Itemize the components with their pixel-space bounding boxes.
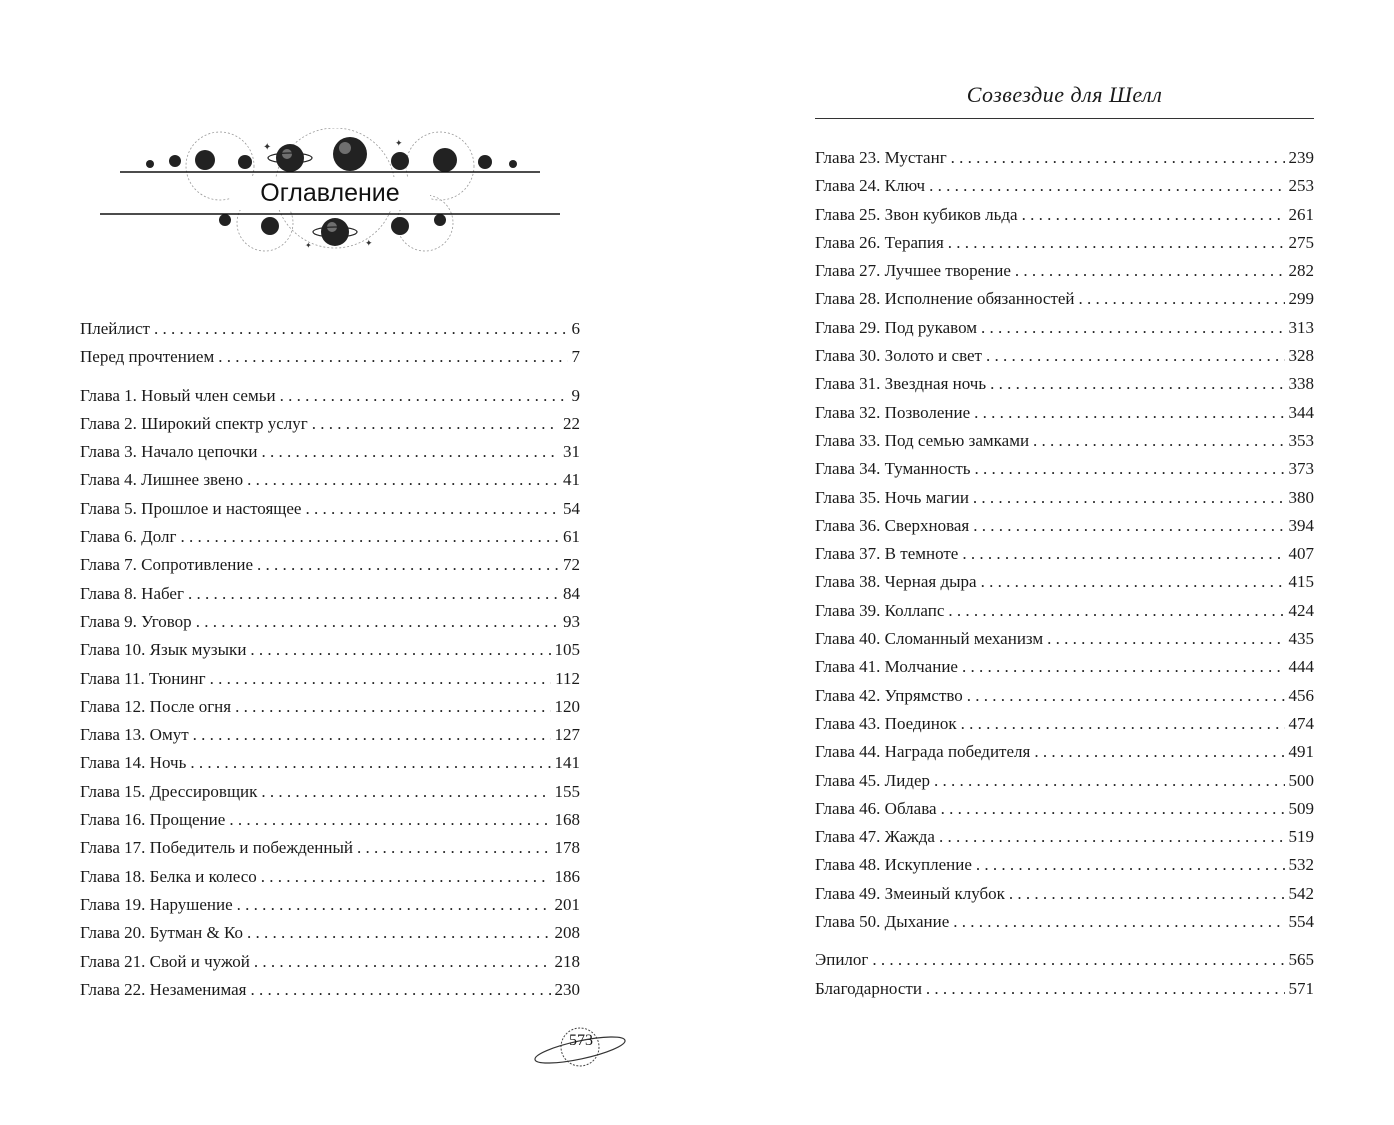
toc-entry: Глава 3. Начало цепочки . . . 31 xyxy=(80,438,580,466)
toc-entry: Глава 6. Долг . . . 61 xyxy=(80,523,580,551)
toc-entry: Глава 30. Золото и свет . . . 328 xyxy=(815,342,1314,370)
toc-entry: Глава 10. Язык музыки . . . 105 xyxy=(80,636,580,664)
toc-entry: Глава 20. Бутман & Ко . . . 208 xyxy=(80,919,580,947)
toc-entry: Глава 29. Под рукавом . . . 313 xyxy=(815,314,1314,342)
toc-entry: Перед прочтением . . . 7 xyxy=(80,343,580,371)
toc-entry: Эпилог . . . 565 xyxy=(815,946,1314,974)
toc-entry: Глава 44. Награда победителя . . . 491 xyxy=(815,738,1314,766)
toc-entry: Глава 15. Дрессировщик . . . 155 xyxy=(80,778,580,806)
toc-entry: Глава 23. Мустанг . . . 239 xyxy=(815,144,1314,172)
toc-entry: Глава 4. Лишнее звено . . . 41 xyxy=(80,466,580,494)
toc-entry: Глава 18. Белка и колесо . . . 186 xyxy=(80,863,580,891)
toc-entry: Глава 7. Сопротивление . . . 72 xyxy=(80,551,580,579)
toc-entry: Глава 35. Ночь магии . . . 380 xyxy=(815,484,1314,512)
running-head: Созвездие для Шелл xyxy=(966,82,1163,107)
toc-entry: Глава 36. Сверхновая . . . 394 xyxy=(815,512,1314,540)
toc-entry: Глава 40. Сломанный механизм . . . 435 xyxy=(815,625,1314,653)
toc-entry: Глава 5. Прошлое и настоящее . . . 54 xyxy=(80,495,580,523)
toc-entry: Глава 8. Набег . . . 84 xyxy=(80,580,580,608)
toc-entry: Глава 11. Тюнинг . . . 112 xyxy=(80,665,580,693)
toc-entry: Глава 45. Лидер . . . 500 xyxy=(815,767,1314,795)
toc-title: Оглавление xyxy=(230,177,430,210)
toc-entry: Глава 26. Терапия . . . 275 xyxy=(815,229,1314,257)
page-number: 573 xyxy=(569,1032,593,1049)
svg-text:✦: ✦ xyxy=(395,139,403,149)
toc-entry: Глава 48. Искупление . . . 532 xyxy=(815,851,1314,879)
toc-entry: Глава 17. Победитель и побежденный . . . 178 xyxy=(80,834,580,862)
toc-entry: Глава 34. Туманность . . . 373 xyxy=(815,455,1314,483)
toc-entry: Глава 13. Омут . . . 127 xyxy=(80,721,580,749)
toc-entry: Глава 19. Нарушение . . . 201 xyxy=(80,891,580,919)
svg-text:✦: ✦ xyxy=(263,142,272,153)
toc-entry: Глава 22. Незаменимая . . . 230 xyxy=(80,976,580,1004)
toc-entry: Глава 27. Лучшее творение . . . 282 xyxy=(815,257,1314,285)
toc-entry: Глава 38. Черная дыра . . . 415 xyxy=(815,568,1314,596)
toc-entry: Благодарности . . . 571 xyxy=(815,975,1314,1003)
toc-entry: Глава 16. Прощение . . . 168 xyxy=(80,806,580,834)
toc-entry: Глава 21. Свой и чужой . . . 218 xyxy=(80,948,580,976)
toc-entry: Глава 39. Коллапс . . . 424 xyxy=(815,597,1314,625)
toc-entry: Глава 41. Молчание . . . 444 xyxy=(815,653,1314,681)
toc-entry: Глава 47. Жажда . . . 519 xyxy=(815,823,1314,851)
toc-entry: Глава 28. Исполнение обязанностей . . . 299 xyxy=(815,285,1314,313)
section-gap xyxy=(815,936,1314,946)
toc-entry: Глава 43. Поединок . . . 474 xyxy=(815,710,1314,738)
toc-entry: Глава 33. Под семью замками . . . 353 xyxy=(815,427,1314,455)
toc-entry: Глава 49. Змеиный клубок . . . 542 xyxy=(815,880,1314,908)
svg-text:✦: ✦ xyxy=(365,239,373,249)
toc-entry: Глава 42. Упрямство . . . 456 xyxy=(815,682,1314,710)
toc-entry: Глава 12. После огня . . . 120 xyxy=(80,693,580,721)
svg-text:✦: ✦ xyxy=(305,241,312,250)
toc-entry: Глава 31. Звездная ночь . . . 338 xyxy=(815,370,1314,398)
running-head-rule xyxy=(815,118,1314,119)
toc-entry: Плейлист . . . 6 xyxy=(80,315,580,343)
section-gap xyxy=(80,372,580,382)
toc-entry: Глава 9. Уговор . . . 93 xyxy=(80,608,580,636)
toc-entry: Глава 37. В темноте . . . 407 xyxy=(815,540,1314,568)
toc-entry: Глава 32. Позволение . . . 344 xyxy=(815,399,1314,427)
toc-left-column xyxy=(80,315,580,1004)
toc-entry: Глава 50. Дыхание . . . 554 xyxy=(815,908,1314,936)
toc-entry: Глава 1. Новый член семьи . . . 9 xyxy=(80,382,580,410)
toc-entry: Глава 24. Ключ . . . 253 xyxy=(815,172,1314,200)
toc-entry: Глава 46. Облава . . . 509 xyxy=(815,795,1314,823)
toc-right-column xyxy=(815,144,1314,1003)
toc-entry: Глава 14. Ночь . . . 141 xyxy=(80,749,580,777)
toc-entry: Глава 25. Звон кубиков льда . . . 261 xyxy=(815,201,1314,229)
toc-entry: Глава 2. Широкий спектр услуг . . . 22 xyxy=(80,410,580,438)
